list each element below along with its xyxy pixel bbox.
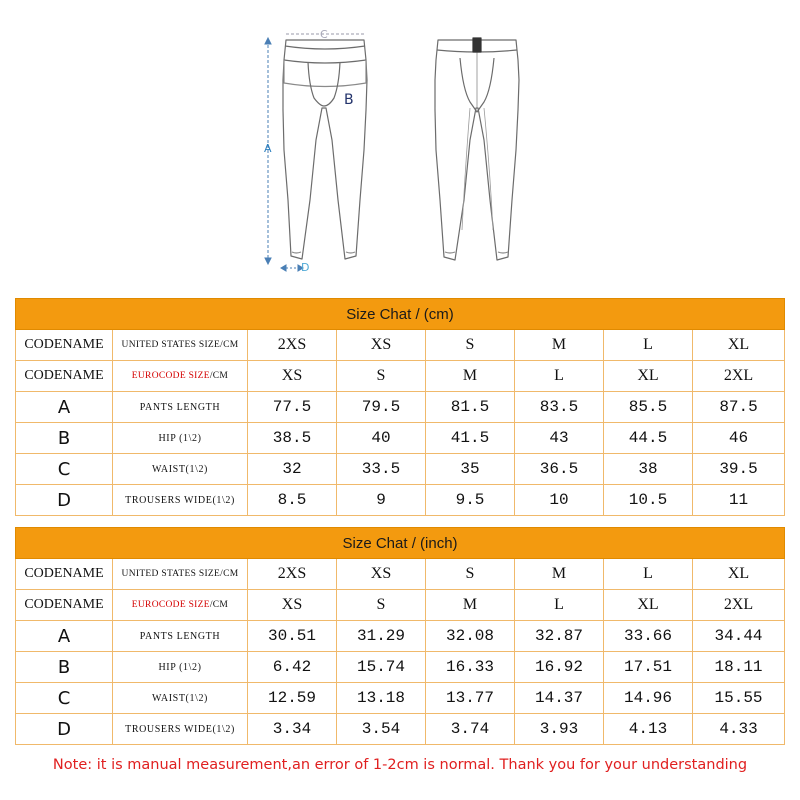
table-cell: M	[426, 361, 515, 392]
table-cell: M	[426, 590, 515, 621]
dimension-label-c: C	[320, 28, 328, 41]
table-cell: 16.33	[426, 652, 515, 683]
row-code: C	[16, 683, 113, 714]
table-cell: 3.74	[426, 714, 515, 745]
table-cell: 44.5	[604, 423, 693, 454]
table-cell: 87.5	[693, 392, 785, 423]
table-cell: 4.13	[604, 714, 693, 745]
table-cell: M	[515, 559, 604, 590]
table-cell: S	[426, 559, 515, 590]
table-cell: 31.29	[337, 621, 426, 652]
table-cell: 2XS	[248, 330, 337, 361]
table-cell: 18.11	[693, 652, 785, 683]
row-code: C	[16, 454, 113, 485]
row-code: CODENAME	[16, 330, 113, 361]
row-code: CODENAME	[16, 559, 113, 590]
table-row	[16, 683, 785, 714]
table-row	[16, 652, 785, 683]
table-cell: 32.08	[426, 621, 515, 652]
dimension-label-d: D	[301, 261, 310, 274]
table-row	[16, 361, 785, 392]
table-cell: 10.5	[604, 485, 693, 516]
table-cell: 32.87	[515, 621, 604, 652]
waistband-tag	[473, 38, 481, 52]
table-cell: 13.18	[337, 683, 426, 714]
table-cell: 4.33	[693, 714, 785, 745]
row-label: PANTS LENGTH	[113, 621, 248, 652]
dimension-label-a: A	[264, 142, 272, 155]
table-cell: 36.5	[515, 454, 604, 485]
table-cell: S	[337, 361, 426, 392]
table-cell: 11	[693, 485, 785, 516]
table-cell: S	[426, 330, 515, 361]
table-cell: 77.5	[248, 392, 337, 423]
table-cell: 2XL	[693, 590, 785, 621]
table-cell: 81.5	[426, 392, 515, 423]
table-cell: 83.5	[515, 392, 604, 423]
table-cell: 14.37	[515, 683, 604, 714]
row-code: B	[16, 423, 113, 454]
table-cell: 2XS	[248, 559, 337, 590]
row-label: EUROCODE SIZE/CM	[113, 361, 248, 392]
table-cell: 33.66	[604, 621, 693, 652]
row-label: PANTS LENGTH	[113, 392, 248, 423]
table-cell: L	[515, 590, 604, 621]
table-row	[16, 454, 785, 485]
table-cell: 41.5	[426, 423, 515, 454]
table-row	[16, 485, 785, 516]
row-label: TROUSERS WIDE(1\2)	[113, 485, 248, 516]
row-label: EUROCODE SIZE/CM	[113, 590, 248, 621]
table-row	[16, 423, 785, 454]
table-title: Size Chat / (cm)	[16, 299, 785, 330]
table-cell: 6.42	[248, 652, 337, 683]
table-cell: M	[515, 330, 604, 361]
table-cell: 39.5	[693, 454, 785, 485]
table-cell: L	[604, 559, 693, 590]
table-cell: 40	[337, 423, 426, 454]
row-label: HIP (1\2)	[113, 652, 248, 683]
row-label: UNITED STATES SIZE/CM	[113, 559, 248, 590]
table-cell: L	[604, 330, 693, 361]
table-cell: 38.5	[248, 423, 337, 454]
table-cell: 2XL	[693, 361, 785, 392]
table-row	[16, 392, 785, 423]
table-cell: 46	[693, 423, 785, 454]
table-cell: 35	[426, 454, 515, 485]
row-label: HIP (1\2)	[113, 423, 248, 454]
size-table-cm	[15, 298, 784, 516]
dimension-label-b: B	[344, 92, 354, 108]
table-cell: 3.54	[337, 714, 426, 745]
table-cell: 38	[604, 454, 693, 485]
table-cell: XL	[604, 590, 693, 621]
table-row	[16, 714, 785, 745]
table-cell: 3.93	[515, 714, 604, 745]
table-cell: XS	[248, 361, 337, 392]
row-code: D	[16, 485, 113, 516]
row-code: CODENAME	[16, 361, 113, 392]
table-row	[16, 559, 785, 590]
table-cell: 16.92	[515, 652, 604, 683]
table-cell: XS	[248, 590, 337, 621]
table-cell: 9.5	[426, 485, 515, 516]
table-cell: XS	[337, 330, 426, 361]
back-pants-illustration	[435, 40, 519, 260]
table-cell: 15.55	[693, 683, 785, 714]
row-code: B	[16, 652, 113, 683]
table-title: Size Chat / (inch)	[16, 528, 785, 559]
table-cell: 13.77	[426, 683, 515, 714]
front-pants-illustration	[283, 40, 367, 259]
table-cell: 10	[515, 485, 604, 516]
table-row	[16, 590, 785, 621]
measurement-note: Note: it is manual measurement,an error of 1-2cm is normal. Thank you for your understanding	[52, 757, 748, 773]
table-cell: 12.59	[248, 683, 337, 714]
row-code: A	[16, 621, 113, 652]
row-label: UNITED STATES SIZE/CM	[113, 330, 248, 361]
row-code: D	[16, 714, 113, 745]
table-cell: 15.74	[337, 652, 426, 683]
row-label: TROUSERS WIDE(1\2)	[113, 714, 248, 745]
pants-diagram	[0, 0, 800, 290]
table-cell: 85.5	[604, 392, 693, 423]
table-cell: S	[337, 590, 426, 621]
table-cell: XS	[337, 559, 426, 590]
table-row	[16, 330, 785, 361]
table-cell: XL	[693, 559, 785, 590]
table-row	[16, 621, 785, 652]
size-table-inch	[15, 527, 784, 745]
row-label: WAIST(1\2)	[113, 683, 248, 714]
table-cell: 79.5	[337, 392, 426, 423]
table-cell: 34.44	[693, 621, 785, 652]
table-cell: XL	[604, 361, 693, 392]
row-label: WAIST(1\2)	[113, 454, 248, 485]
row-code: A	[16, 392, 113, 423]
table-cell: 9	[337, 485, 426, 516]
table-cell: 17.51	[604, 652, 693, 683]
table-cell: 3.34	[248, 714, 337, 745]
table-cell: 14.96	[604, 683, 693, 714]
table-cell: 8.5	[248, 485, 337, 516]
table-cell: 33.5	[337, 454, 426, 485]
row-code: CODENAME	[16, 590, 113, 621]
table-cell: 32	[248, 454, 337, 485]
table-cell: 30.51	[248, 621, 337, 652]
table-cell: XL	[693, 330, 785, 361]
table-cell: 43	[515, 423, 604, 454]
table-cell: L	[515, 361, 604, 392]
